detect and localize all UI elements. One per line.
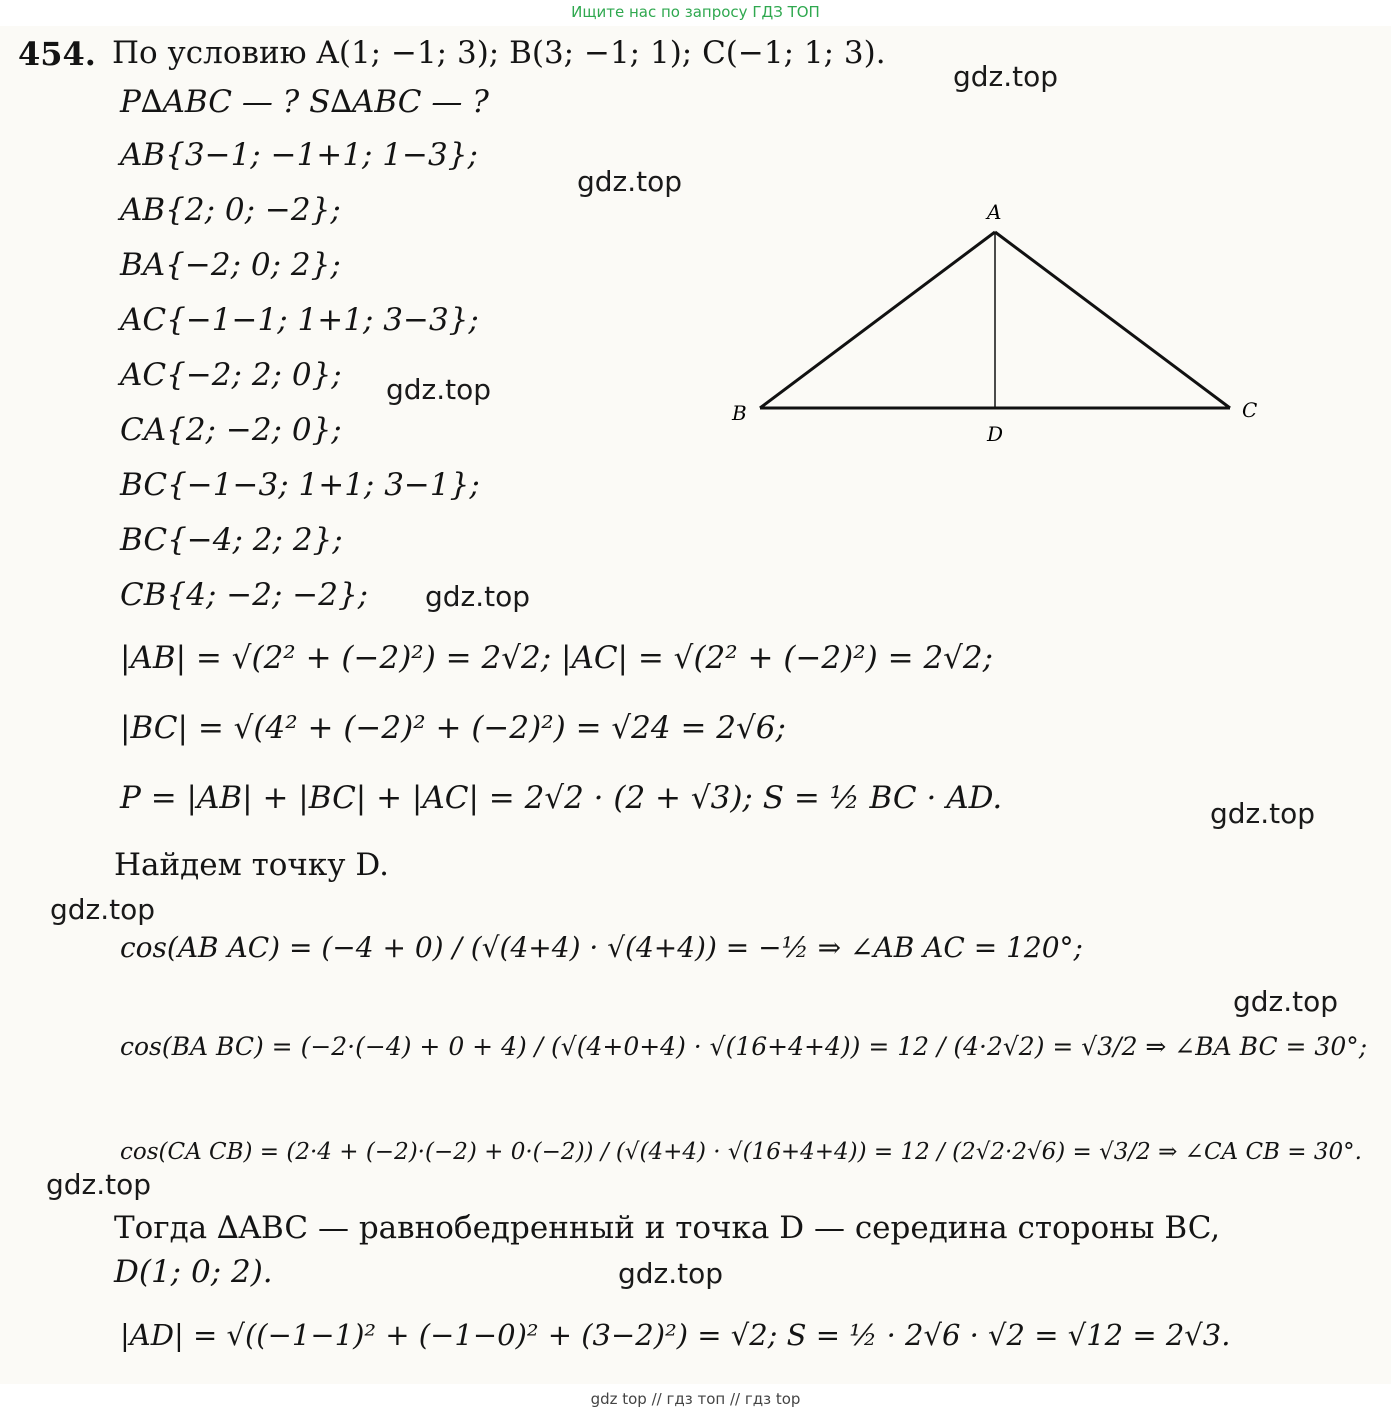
label-b: B bbox=[732, 401, 747, 425]
label-d: D bbox=[987, 422, 1004, 446]
vector-ac-calc: AC{−1−1; 1+1; 3−3}; bbox=[120, 302, 479, 338]
cos-ab-ac: cos(AB AC) = (−4 + 0) / (√(4+4) · √(4+4)) = −½ ⇒ ∠AB AC = 120°; bbox=[120, 931, 1083, 964]
find-d-heading: Найдем точку D. bbox=[114, 847, 389, 883]
bottom-banner: gdz top // гдз топ // гдз top bbox=[0, 1386, 1391, 1413]
vector-ab: AB{2; 0; −2}; bbox=[120, 192, 341, 228]
watermark: gdz.top bbox=[386, 373, 492, 406]
cos-ba-bc: cos(BA BC) = (−2·(−4) + 0 + 4) / (√(4+0+4) · √(16+4+4)) = 12 / (4·2√2) = √3/2 ⇒ ∠BA BC = 30°; bbox=[120, 1032, 1368, 1061]
perimeter-area: P = |AB| + |BC| + |AC| = 2√2 · (2 + √3); S = ½ BC · AD. bbox=[120, 780, 1003, 816]
watermark: gdz.top bbox=[577, 165, 683, 198]
vector-bc: BC{−4; 2; 2}; bbox=[120, 522, 343, 558]
triangle-diagram bbox=[720, 195, 1280, 455]
watermark: gdz.top bbox=[1210, 797, 1316, 830]
vector-cb: CB{4; −2; −2}; bbox=[120, 577, 369, 613]
watermark: gdz.top bbox=[953, 60, 1059, 93]
vector-ab-calc: AB{3−1; −1+1; 1−3}; bbox=[120, 137, 478, 173]
vector-ac: AC{−2; 2; 0}; bbox=[120, 357, 342, 393]
question-line: P∆ABC — ? S∆ABC — ? bbox=[120, 84, 489, 120]
vector-ba: BA{−2; 0; 2}; bbox=[120, 247, 341, 283]
point-d: D(1; 0; 2). bbox=[114, 1254, 273, 1290]
vector-ca: CA{2; −2; 0}; bbox=[120, 412, 342, 448]
watermark: gdz.top bbox=[425, 580, 531, 613]
length-ad-area: |AD| = √((−1−1)² + (−1−0)² + (3−2)²) = √2; S = ½ · 2√6 · √2 = √12 = 2√3. bbox=[120, 1318, 1231, 1352]
label-c: C bbox=[1242, 398, 1258, 422]
length-bc: |BC| = √(4² + (−2)² + (−2)²) = √24 = 2√6; bbox=[120, 710, 786, 746]
condition-line: По условию A(1; −1; 3); B(3; −1; 1); C(−1; 1; 3). bbox=[112, 35, 886, 71]
conclusion-line: Тогда ∆ABC — равнобедренный и точка D — середина стороны BC, bbox=[114, 1210, 1221, 1246]
side-ab bbox=[760, 232, 995, 408]
watermark: gdz.top bbox=[50, 893, 156, 926]
cos-ca-cb: cos(CA CB) = (2·4 + (−2)·(−2) + 0·(−2)) / (√(4+4) · √(16+4+4)) = 12 / (2√2·2√6) = √3/2 ⇒ ∠CA CB = 30°. bbox=[120, 1139, 1362, 1165]
label-a: A bbox=[987, 200, 1002, 224]
problem-number: 454. bbox=[18, 35, 96, 73]
vector-bc-calc: BC{−1−3; 1+1; 3−1}; bbox=[120, 467, 480, 503]
watermark: gdz.top bbox=[1233, 985, 1339, 1018]
side-ac bbox=[995, 232, 1230, 408]
length-ab-ac: |AB| = √(2² + (−2)²) = 2√2; |AC| = √(2² + (−2)²) = 2√2; bbox=[120, 640, 994, 676]
top-banner: Ищите нас по запросу ГДЗ ТОП bbox=[0, 0, 1391, 26]
watermark: gdz.top bbox=[618, 1257, 724, 1290]
watermark: gdz.top bbox=[46, 1168, 152, 1201]
